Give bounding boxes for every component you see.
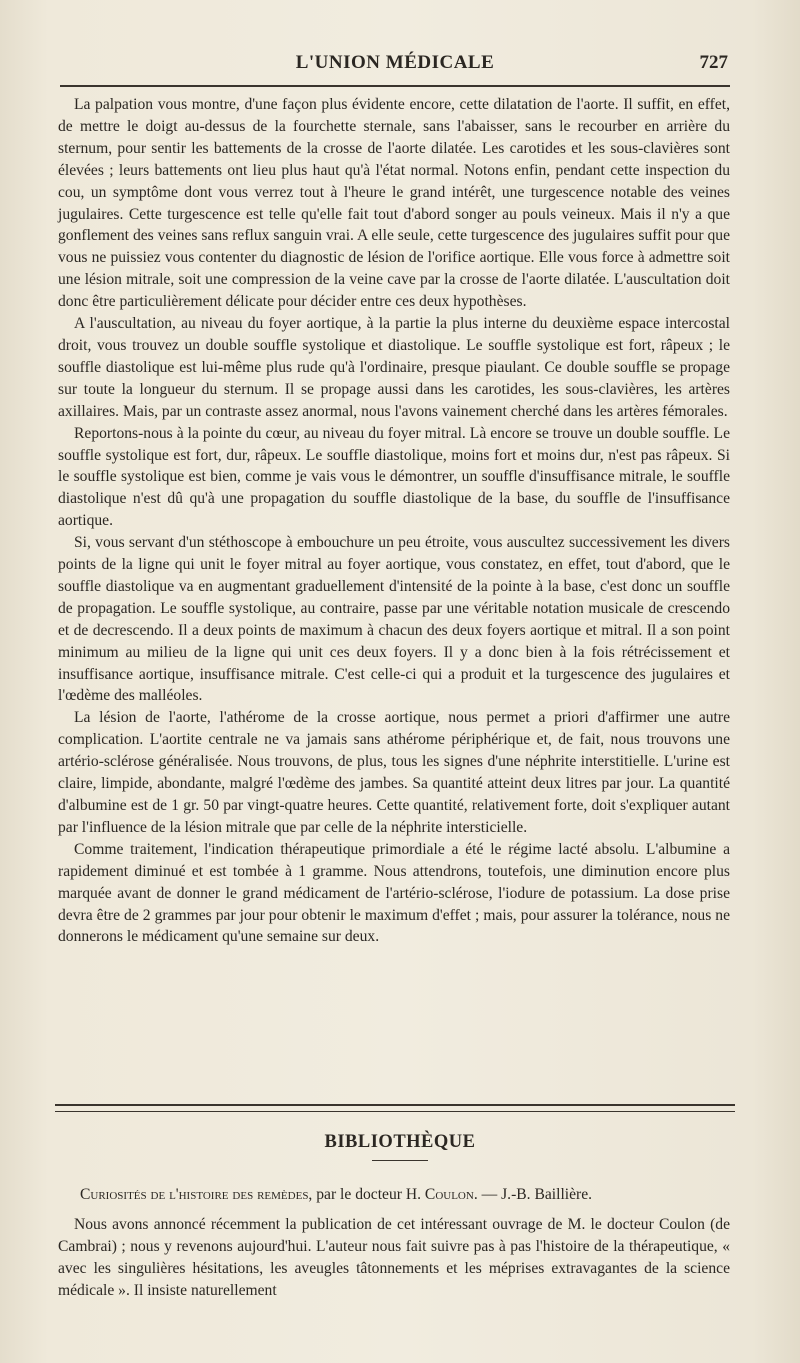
article-body bbox=[58, 94, 730, 948]
book-title: Curiosités de l'histoire des remèdes, bbox=[80, 1186, 313, 1203]
bibliotheque-paragraph: Nous avons annoncé récemment la publication de cet intéressant ouvrage de M. le docteur Coulon (de Cambrai) ; nous y revenons aujourd'hui. L'auteur nous fait suivre pas à pas l'histoire de la thérapeutique, « avec les singulières hésitations, les aveugles tâtonnements et les méprises extravagantes de la science médicale ». Il insiste naturellement bbox=[58, 1216, 730, 1299]
book-author: Coulon. bbox=[424, 1186, 478, 1203]
section-divider bbox=[55, 1104, 735, 1112]
paragraph-palpation: La palpation vous montre, d'une façon plus évidente encore, cette dilatation de l'aorte. Il suffit, en effet, de mettre le doigt au-dessus de la fourchette sternale, sans l'abaisser, sans le recourber en arrière du sternum, pour sentir les battements de la crosse de l'aorte dilatée. Les carotides et les sous-clavières sont élevées ; leurs battements ont lieu plus haut qu'à l'état normal. Notons enfin, pendant cette inspection du cou, un symptôme dont vous verrez tout à l'heure le grand intérêt, une turgescence notable des veines jugulaires. Cette turgescence est telle qu'elle fait tout d'abord songer au pouls veineux. Mais il n'y a que gonflement des veines sans reflux sanguin vrai. A elle seule, cette turgescence des jugulaires suffit pour que vous ne puissiez vous contenter du diagnostic de lésion de l'orifice aortique. Elle vous force à admettre soit une lésion mitrale, soit une compression de la veine cave par la crosse de l'aorte dilatée. L'auscultation doit donc être particulièrement délicate pour décider entre ces deux hypothèses. bbox=[58, 96, 730, 311]
page-header bbox=[60, 52, 730, 82]
section-title-underline bbox=[372, 1160, 428, 1161]
bibliotheque-body bbox=[58, 1214, 730, 1302]
paragraph-traitement: Comme traitement, l'indication thérapeutique primordiale a été le régime lacté absolu. L'albumine a rapidement diminué et est tombée à 1 gramme. Nous attendrons, toutefois, une diminution encore plus marquée avant de donner le grand médicament de l'artério-sclérose, l'iodure de potassium. La dose prise devra être de 2 grammes par jour pour obtenir le maximum d'effet ; mais, pour assurer la tolérance, nous ne donnerons le médicament qu'une semaine sur deux. bbox=[58, 840, 730, 946]
header-rule bbox=[60, 85, 730, 87]
paragraph-auscultation: A l'auscultation, au niveau du foyer aortique, à la partie la plus interne du deuxième espace intercostal droit, vous trouvez un double souffle systolique et diastolique. Le souffle systolique est fort, râpeux ; le souffle diastolique est lui-même plus rude qu'à l'ordinaire, presque piaulant. Ce double souffle se propage sur toute la longueur du sternum. Il se propage aussi dans les carotides, les sous-clavières, les artères axillaires. Mais, par un contraste assez anormal, nous l'avons vainement cherché dans les artères fémorales. bbox=[58, 315, 730, 420]
running-title: L'UNION MÉDICALE bbox=[295, 52, 495, 73]
section-title: BIBLIOTHÈQUE bbox=[324, 1132, 476, 1152]
book-by: par le docteur H. bbox=[312, 1186, 425, 1203]
paragraph-stethoscope: Si, vous servant d'un stéthoscope à embouchure un peu étroite, vous auscultez successivement les divers points de la ligne qui unit le foyer mitral au foyer aortique, vous constatez, en effet, tout d'abord, que le souffle diastolique va en augmentant graduellement d'intensité de la pointe à la base, c'est donc un souffle de propagation. Le souffle systolique, au contraire, passe par une véritable notation musicale de crescendo et de decrescendo. Il a deux points de maximum à chacun des deux foyers aortique et mitral. Il a son point minimum au milieu de la ligne qui unit ces deux foyers. Il y a donc bien à la fois rétrécissement et insuffisance aortique, insuffisance mitrale. C'est celle-ci qui a produit et la turgescence des jugulaires et l'œdème des malléoles. bbox=[58, 534, 730, 705]
paragraph-lesion-aorte: La lésion de l'aorte, l'athérome de la crosse aortique, nous permet a priori d'affirmer une autre complication. L'aortite centrale ne va jamais sans athérome périphérique et, de fait, nous trouvons une artério-sclérose généralisée. Nous trouvons, de plus, tous les signes d'une néphrite interstitielle. L'urine est claire, limpide, abondante, malgré l'œdème des jambes. Sa quantité atteint deux litres par jour. La quantité d'albumine est de 1 gr. 50 par vingt-quatre heures. Cette quantité, relativement forte, doit s'expliquer autant par l'influence de la lésion mitrale que par celle de la néphrite intersticielle. bbox=[58, 709, 730, 836]
paragraph-foyer-mitral: Reportons-nous à la pointe du cœur, au niveau du foyer mitral. Là encore se trouve un double souffle. Le souffle systolique est fort, dur, râpeux. Le souffle diastolique, moins fort et moins dur, n'est pas râpeux. Si le souffle systolique est bien, comme je vais vous le démontrer, un souffle d'insuffisance mitrale, le souffle diastolique n'est dû qu'à une propagation du souffle diastolique de la base, du souffle de l'insuffisance aortique. bbox=[58, 424, 730, 530]
book-reference bbox=[58, 1184, 730, 1206]
page-number: 727 bbox=[699, 52, 728, 73]
book-publisher: — J.-B. Baillière. bbox=[477, 1186, 593, 1203]
